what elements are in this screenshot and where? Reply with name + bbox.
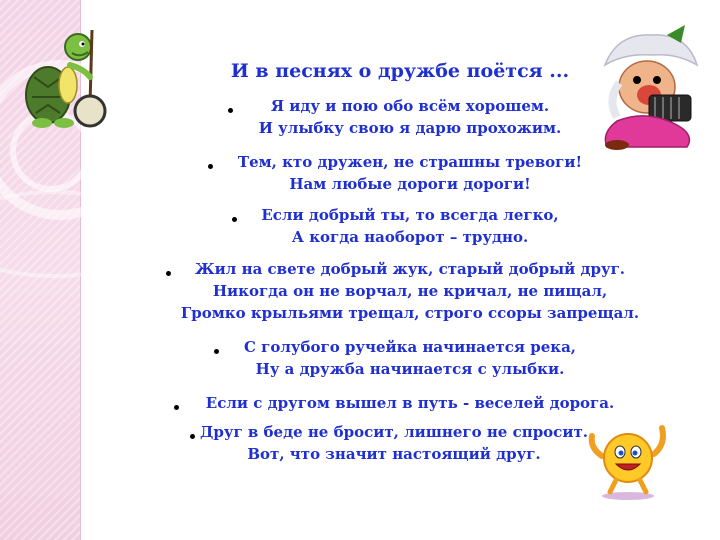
stanza-line: Нам любые дороги дороги! [289,175,531,193]
stanza-line: Ну а дружба начинается с улыбки. [255,360,565,378]
turtle-with-banjo-icon [20,25,110,130]
stanza-line: А когда наоборот – трудно. [291,228,529,246]
stanza [134,421,654,465]
stanza-line: С голубого ручейка начинается река, [243,338,577,356]
stanza [150,204,670,248]
stanza-line: Я иду и пою обо всём хорошем. [270,97,550,115]
stanza-line: Если добрый ты, то всегда легко, [261,206,559,224]
stanza-line: Тем, кто дружен, не страшны тревоги! [237,153,583,171]
stanza-line: И улыбку свою я дарю прохожим. [258,119,562,137]
stanza [150,258,670,324]
page-title: И в песнях о дружбе поётся ... [230,60,570,82]
stanza-line: Вот, что значит настоящий друг. [247,445,541,463]
stanza [150,151,670,195]
stanza [150,336,670,380]
stanza-line: Никогда он не ворчал, не кричал, не пищал, [212,282,608,300]
stanza-line: Громко крыльями трещал, строго ссоры запрещал. [180,304,640,322]
stanza [150,392,670,414]
stanza-line: Друг в беде не бросит, лишнего не спросит. [200,423,588,441]
stanza-line: Жил на свете добрый жук, старый добрый друг. [195,260,625,278]
panel-swirl [0,190,158,278]
stanza-line: Если с другом вышел в путь - веселей дорога. [205,394,615,412]
stanza [150,95,670,139]
